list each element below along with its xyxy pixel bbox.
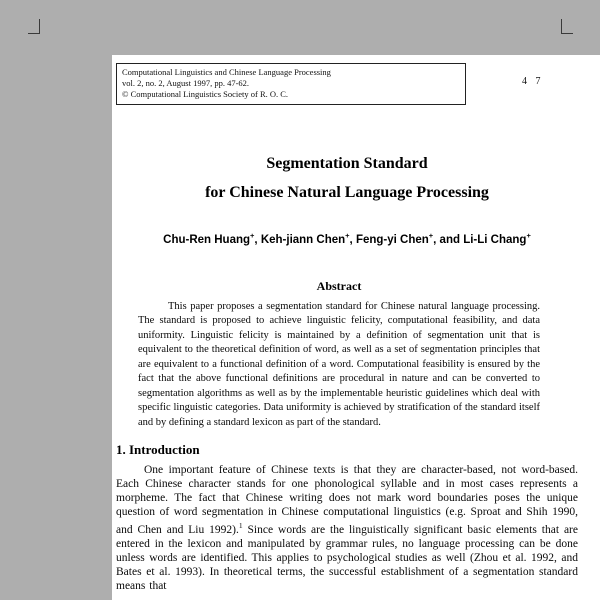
footnote-marker: 1 [238,521,243,531]
introduction-text-after-footnote: Since words are the linguistically significant basic elements that are entered in the lexicon and manipulated by grammar rules, no language processing can be done unless words are identified. This applies to psychological studies as well (Zhou et al. 1992, and Bates et al. 1993). In theoretical terms, the successful establishment of a segmentation standard means that [116,524,578,593]
paper-title-line2: for Chinese Natural Language Processing [205,184,489,201]
paper-page [112,55,600,600]
journal-volume-info: vol. 2, no. 2, August 1997, pp. 47-62. [122,78,250,88]
journal-citation-box [116,63,466,105]
crop-mark-top-right-icon [561,19,573,34]
page-header [116,63,578,105]
page-number: 4 7 [522,76,544,87]
author-2: Keh-jiann Chen [260,233,346,246]
author-1: Chu-Ren Huang [163,233,251,246]
author-separator-3: , and [433,233,464,246]
journal-copyright: © Computational Linguistics Society of R. O. C. [122,89,289,99]
abstract-heading: Abstract [316,278,362,293]
introduction-text-before-footnote: One important feature of Chinese texts is that they are character-based, not word-based. Each Chinese character stands for one phonological syllable and in most cases represents a morpheme. The fact that Chinese writing does not mark word boundaries poses the unique question of word segmentation in Chinese computational linguistics (e.g. Sproat and Shih 1990, and Chen and Liu 1992). [116,464,578,537]
author-4: Li-Li Chang [463,233,527,246]
section-heading-introduction: 1. Introduction [116,442,200,458]
author-separator-2: , [349,233,356,246]
author-4-affiliation-mark: + [526,231,531,240]
author-separator-1: , [254,233,261,246]
author-3-affiliation-mark: + [428,231,434,240]
paper-title [116,149,578,207]
paper-title-line1: Segmentation Standard [266,155,428,172]
introduction-paragraph [116,463,578,593]
authors-line [116,231,578,246]
abstract-section [138,279,540,431]
abstract-text: This paper proposes a segmentation standard for Chinese natural language processing. The standard is proposed to achieve linguistic felicity, computational feasibility, and data uniformity. Linguistic felicity is maintained by a definition of segmentation unit that is equivalent to the theoretical definition of word, as well as a set of segmentation principles that are equivalent to a functional definition of a word. Computational feasibility is ensured by the fact that the above functional definitions are procedural in nature and can be converted to segmentation algorithms as well as by the implementable heuristic guidelines which deal with specific linguistic categories. Data uniformity is achieved by stratification of the standard itself and by defining a standard lexicon as part of the standard. [138,300,540,428]
author-3: Feng-yi Chen [355,233,429,246]
author-1-affiliation-mark: + [250,231,255,240]
crop-mark-top-left-icon [28,19,40,34]
author-2-affiliation-mark: + [345,231,350,240]
journal-name: Computational Linguistics and Chinese Language Processing [122,67,331,77]
